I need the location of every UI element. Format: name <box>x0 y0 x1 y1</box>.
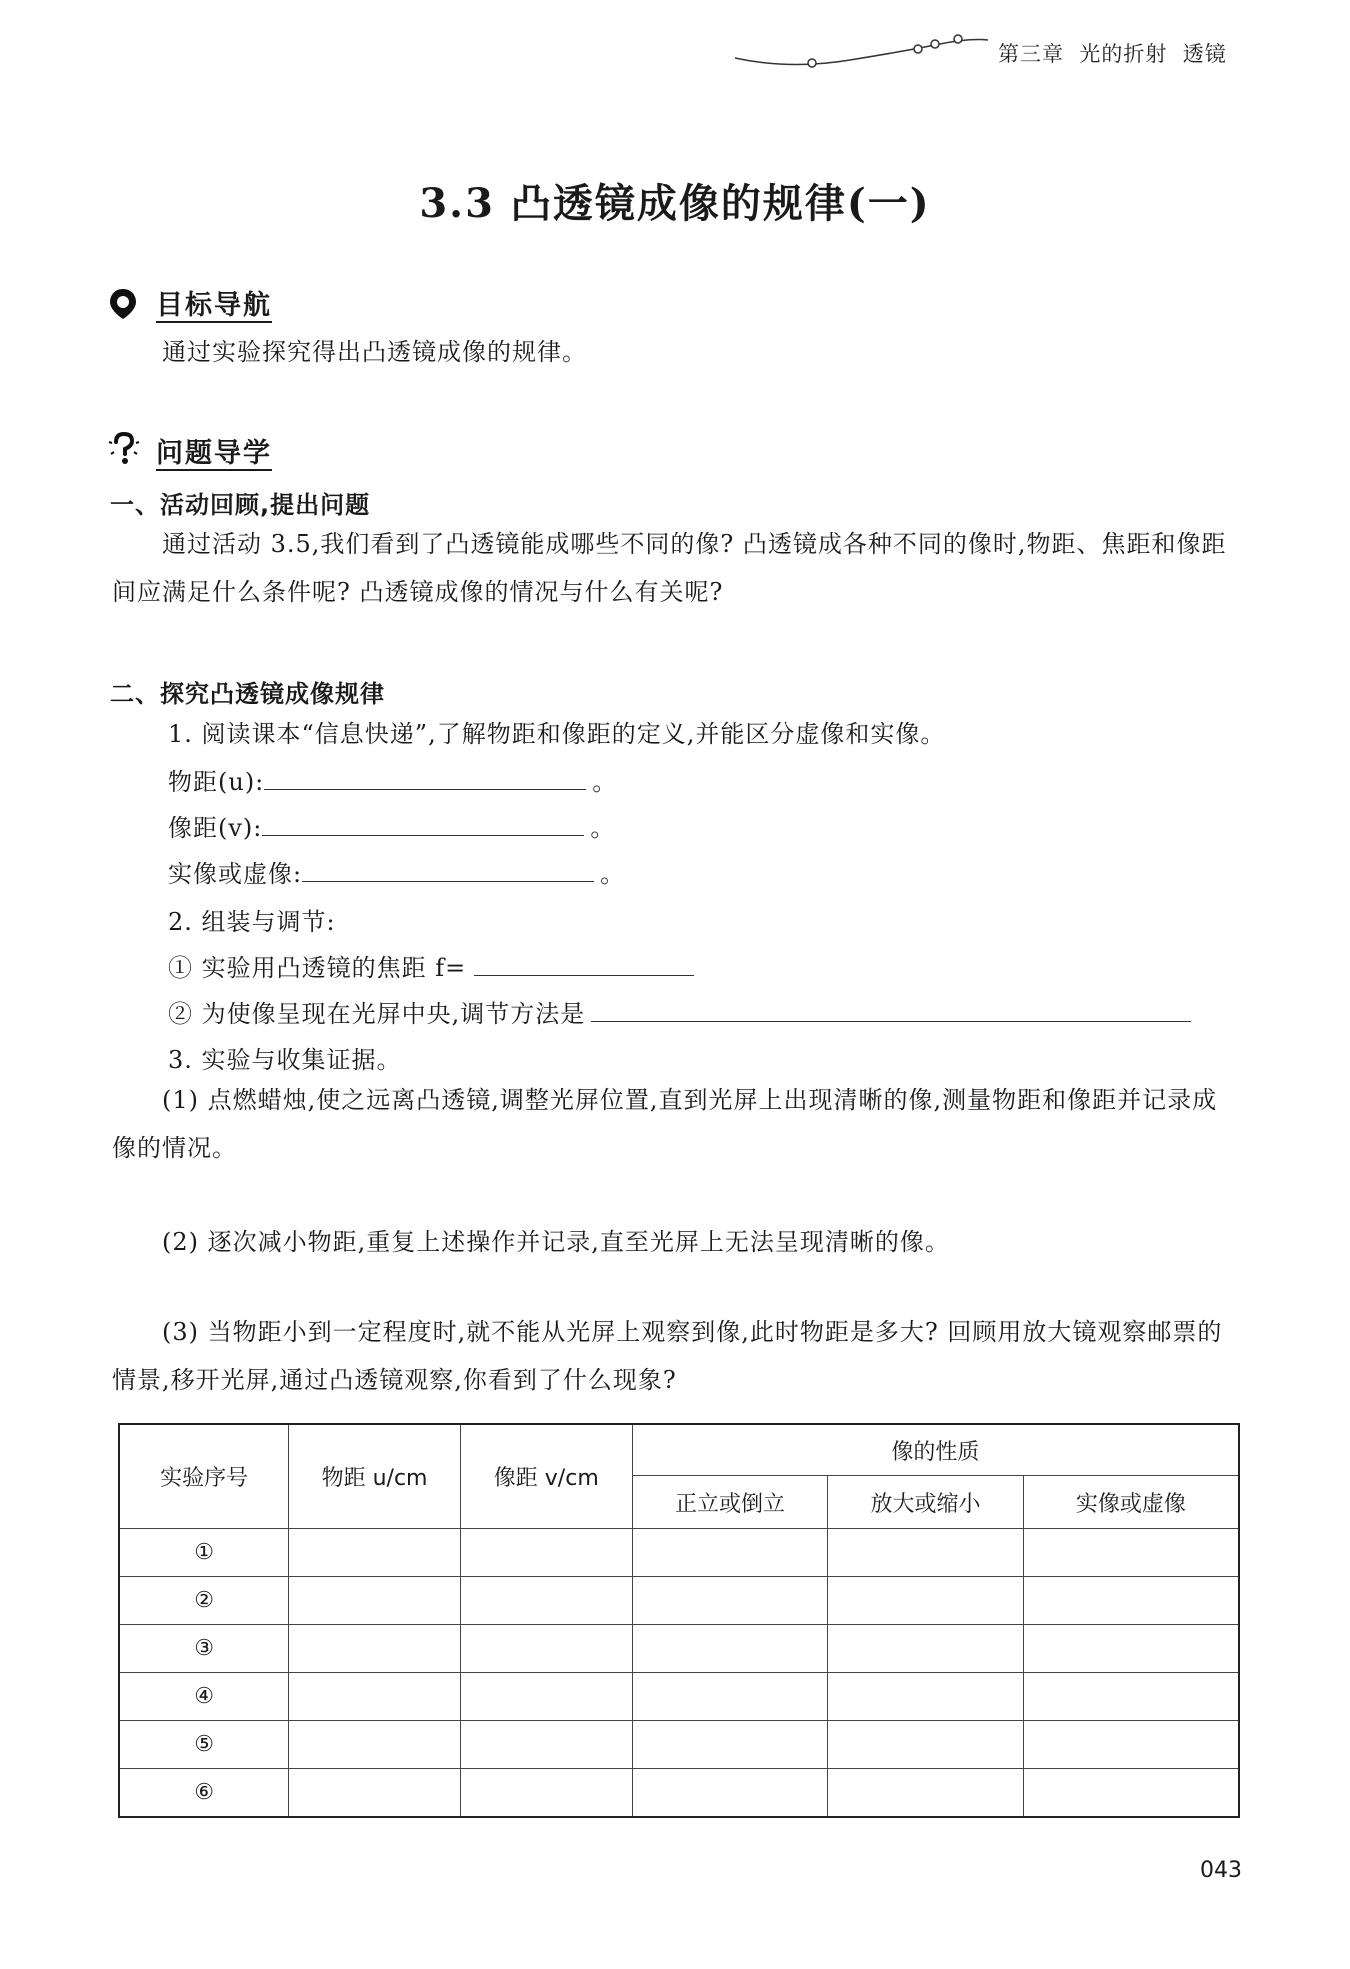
col-header-image-distance: 像距 v/cm <box>460 1424 632 1529</box>
table-cell[interactable] <box>828 1577 1024 1625</box>
chapter-header: 第三章 光的折射 透镜 <box>998 42 1227 66</box>
row-number: ① <box>119 1529 289 1577</box>
table-cell[interactable] <box>289 1625 461 1673</box>
table-cell[interactable] <box>632 1529 828 1577</box>
step-3-text: (3) 当物距小到一定程度时,就不能从光屏上观察到像,此时物距是多大? 回顾用放大镜观察邮票的情景,移开光屏,通过凸透镜观察,你看到了什么现象? <box>112 1318 1223 1394</box>
col-header-sequence: 实验序号 <box>119 1424 289 1529</box>
col-header-magnification: 放大或缩小 <box>828 1476 1024 1529</box>
table-cell[interactable] <box>828 1625 1024 1673</box>
table-cell[interactable] <box>632 1721 828 1769</box>
step-2-text: (2) 逐次减小物距,重复上述操作并记录,直至光屏上无法呈现清晰的像。 <box>162 1228 950 1256</box>
section-heading-questions: 问题导学 <box>156 438 272 469</box>
object-distance-period: 。 <box>592 768 618 796</box>
object-distance-row <box>168 762 617 797</box>
focal-length-blank[interactable] <box>474 953 694 976</box>
table-cell[interactable] <box>289 1769 461 1818</box>
table-cell[interactable] <box>460 1769 632 1818</box>
table-cell[interactable] <box>460 1577 632 1625</box>
adjust-method-label: ② 为使像呈现在光屏中央,调节方法是 <box>168 1000 586 1028</box>
table-cell[interactable] <box>460 1721 632 1769</box>
location-pin-icon <box>108 287 138 321</box>
goals-text: 通过实验探究得出凸透镜成像的规律。 <box>162 338 587 366</box>
real-virtual-blank[interactable] <box>302 859 594 882</box>
object-distance-blank[interactable] <box>264 767 586 790</box>
col-header-object-distance: 物距 u/cm <box>289 1424 461 1529</box>
experiment-table <box>118 1423 1240 1818</box>
subheading-review: 一、活动回顾,提出问题 <box>110 491 371 519</box>
table-row <box>119 1769 1239 1818</box>
adjust-method-blank[interactable] <box>591 999 1191 1022</box>
object-distance-label: 物距(u): <box>168 768 265 796</box>
table-cell[interactable] <box>828 1673 1024 1721</box>
table-cell[interactable] <box>460 1529 632 1577</box>
adjust-method-row <box>168 994 1191 1029</box>
row-number: ② <box>119 1577 289 1625</box>
table-row <box>119 1673 1239 1721</box>
table-cell[interactable] <box>828 1529 1024 1577</box>
row-number: ⑤ <box>119 1721 289 1769</box>
step-1-text: (1) 点燃蜡烛,使之远离凸透镜,调整光屏位置,直到光屏上出现清晰的像,测量物距和像距并记录成像的情况。 <box>112 1086 1218 1162</box>
table-cell[interactable] <box>632 1577 828 1625</box>
real-virtual-row <box>168 854 625 889</box>
table-cell[interactable] <box>289 1577 461 1625</box>
table-cell[interactable] <box>632 1769 828 1818</box>
image-distance-row <box>168 808 615 843</box>
subheading-explore: 二、探究凸透镜成像规律 <box>110 680 385 708</box>
row-number: ⑥ <box>119 1769 289 1818</box>
table-cell[interactable] <box>460 1625 632 1673</box>
row-number: ③ <box>119 1625 289 1673</box>
table-cell[interactable] <box>289 1673 461 1721</box>
real-virtual-label: 实像或虚像: <box>168 860 303 888</box>
item-2-text: 2. 组装与调节: <box>168 908 336 936</box>
real-virtual-period: 。 <box>600 860 626 888</box>
table-cell[interactable] <box>289 1721 461 1769</box>
table-row <box>119 1625 1239 1673</box>
page-title: 3.3 凸透镜成像的规律(一) <box>419 180 931 227</box>
table-row <box>119 1721 1239 1769</box>
row-number: ④ <box>119 1673 289 1721</box>
question-bulb-icon <box>106 430 142 468</box>
col-header-real-virtual: 实像或虚像 <box>1023 1476 1239 1529</box>
col-header-image-properties: 像的性质 <box>632 1424 1239 1476</box>
table-cell[interactable] <box>1023 1577 1239 1625</box>
focal-length-label: ① 实验用凸透镜的焦距 f= <box>168 954 467 982</box>
header-wave-decoration <box>730 30 990 70</box>
table-cell[interactable] <box>632 1625 828 1673</box>
table-cell[interactable] <box>1023 1769 1239 1818</box>
table-cell[interactable] <box>289 1529 461 1577</box>
page-number: 043 <box>1200 1858 1242 1883</box>
item-3-text: 3. 实验与收集证据。 <box>168 1046 402 1074</box>
table-row <box>119 1529 1239 1577</box>
table-cell[interactable] <box>460 1673 632 1721</box>
table-cell[interactable] <box>828 1721 1024 1769</box>
table-cell[interactable] <box>1023 1625 1239 1673</box>
item-1-text: 1. 阅读课本“信息快递”,了解物距和像距的定义,并能区分虚像和实像。 <box>168 720 946 748</box>
table-row <box>119 1577 1239 1625</box>
section-heading-goals: 目标导航 <box>156 290 272 321</box>
review-paragraph: 通过活动 3.5,我们看到了凸透镜能成哪些不同的像? 凸透镜成各种不同的像时,物距、焦距和像距间应满足什么条件呢? 凸透镜成像的情况与什么有关呢? <box>112 530 1227 606</box>
image-distance-period: 。 <box>590 814 616 842</box>
focal-length-row <box>168 948 694 983</box>
table-cell[interactable] <box>632 1673 828 1721</box>
table-cell[interactable] <box>1023 1721 1239 1769</box>
table-cell[interactable] <box>1023 1673 1239 1721</box>
table-cell[interactable] <box>1023 1529 1239 1577</box>
image-distance-blank[interactable] <box>262 813 584 836</box>
image-distance-label: 像距(v): <box>168 814 263 842</box>
table-cell[interactable] <box>828 1769 1024 1818</box>
col-header-orientation: 正立或倒立 <box>632 1476 828 1529</box>
